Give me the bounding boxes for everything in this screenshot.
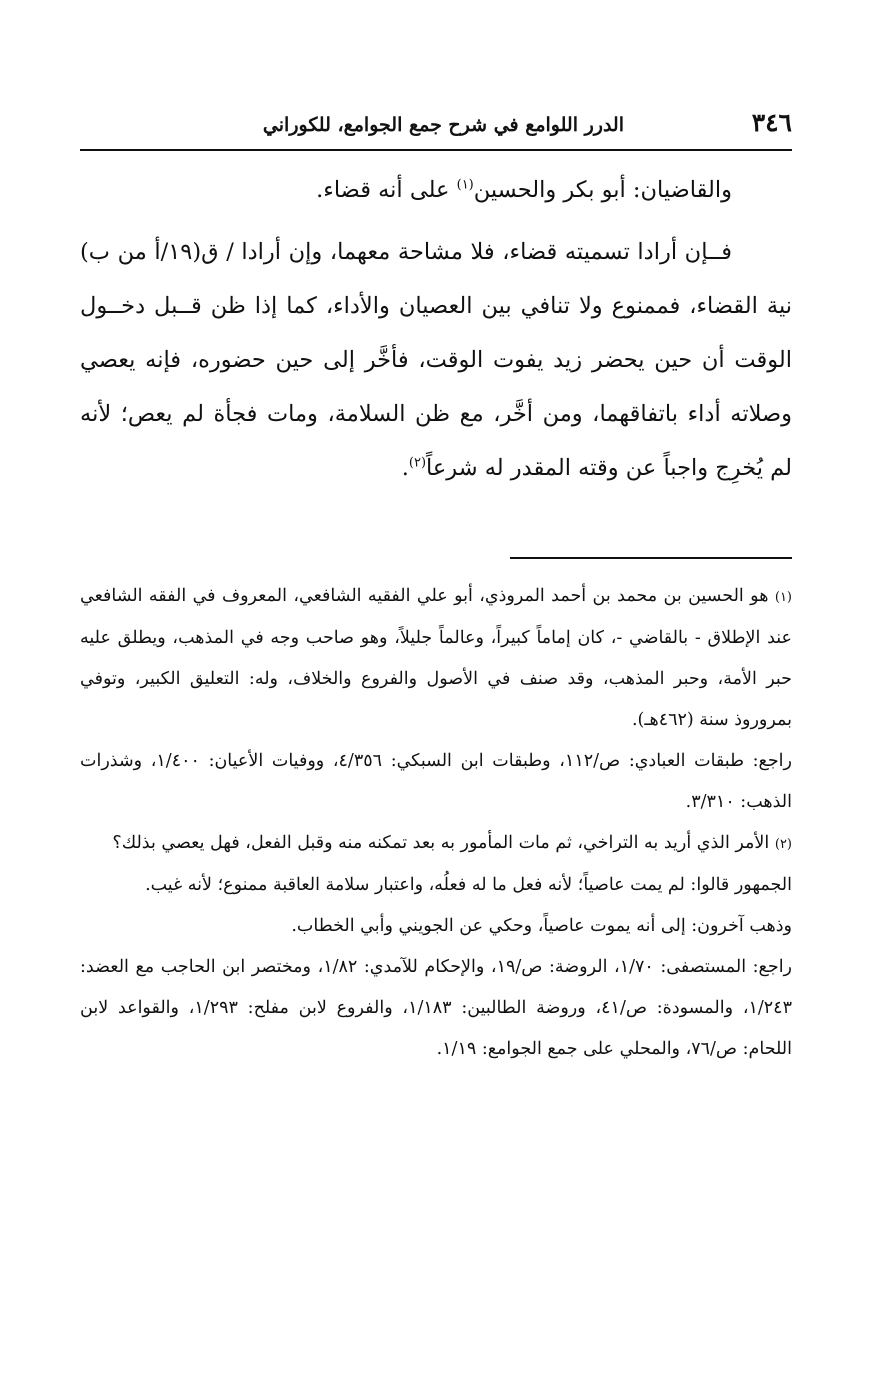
footnote-2-text: الأمر الذي أريد به التراخي، ثم مات المأمور به بعد تمكنه منه وقبل الفعل، فهل يعصي بذلك؟ — [112, 833, 770, 853]
opening-line-text: والقاضيان: أبو بكر والحسين — [473, 177, 732, 203]
footnote-1-number: (١) — [774, 590, 792, 605]
page-header — [80, 106, 792, 142]
footnote-2-majority-view: الجمهور قالوا: لم يمت عاصياً؛ لأنه فعل ما له فعلُه، واعتبار سلامة العاقبة ممنوع؛ لأنه غيب. — [145, 875, 792, 895]
page-number: ٣٤٦ — [751, 108, 792, 137]
main-paragraph — [80, 225, 792, 495]
footnote-ref-2: (٢) — [408, 455, 427, 471]
main-paragraph-text: فــإن أرادا تسميته قضاء، فلا مشاحة معهما، وإن أرادا / ق(١٩/أ من ب) نية القضاء، فممنوع ولا تنافي بين العصيان والأداء، كما إذا ظن قــبل دخــول الوقت أن حين يحضر زيد يفوت الوقت، فأخَّر إلى حين حضوره، فإنه يعصي وصلاته أداء باتفاقهما، ومن أخَّر، مع ظن السلامة، ومات فجأة لم يعص؛ لأنه لم يُخرِج واجباً عن وقته المقدر له شرعاً — [80, 239, 792, 481]
opening-line-end: على أنه قضاء. — [316, 177, 457, 203]
footnotes — [80, 576, 792, 1070]
footnote-1-text: هو الحسين بن محمد بن أحمد المروذي، أبو علي الفقيه الشافعي، المعروف في الفقه الشافعي عند الإطلاق - بالقاضي -، كان إماماً كبيراً، وعالماً جليلاً، وهو صاحب وجه في المذهب، ويطلق عليه حبر الأمة، وحبر المذهب، وقد صنف في الأصول والفروع والخلاف، وله: التعليق الكبير، وتوفي بمروروذ سنة (٤٦٢هـ). — [80, 586, 792, 730]
footnote-2-references: راجع: المستصفى: ١/٧٠، الروضة: ص/١٩، والإحكام للآمدي: ١/٨٢، ومختصر ابن الحاجب مع العضد: ١/٢٤٣، والمسودة: ص/٤١، وروضة الطالبين: ١/١٨٣، والفروع لابن مفلح: ١/٢٩٣، والقواعد لابن اللحام: ص/٧٦، والمحلي على جمع الجوامع: ١/١٩. — [80, 957, 793, 1059]
opening-line — [80, 163, 792, 217]
footnote-1 — [80, 576, 792, 741]
footnote-2-number: (٢) — [774, 837, 792, 852]
running-title: الدرر اللوامع في شرح جمع الجوامع، للكوراني — [262, 114, 624, 136]
header-rule — [80, 149, 792, 151]
footnote-2 — [80, 823, 792, 865]
footnote-2-other-view: وذهب آخرون: إلى أنه يموت عاصياً، وحكي عن الجويني وأبي الخطاب. — [291, 916, 792, 936]
main-paragraph-end: . — [401, 455, 409, 481]
footnote-ref-1: (١) — [456, 177, 474, 193]
main-text — [80, 163, 792, 495]
footnote-separator — [510, 557, 792, 559]
footnote-1-references: راجع: طبقات العبادي: ص/١١٢، وطبقات ابن السبكي: ٤/٣٥٦، ووفيات الأعيان: ١/٤٠٠، وشذرات الذهب: ٣/٣١٠. — [80, 751, 792, 812]
